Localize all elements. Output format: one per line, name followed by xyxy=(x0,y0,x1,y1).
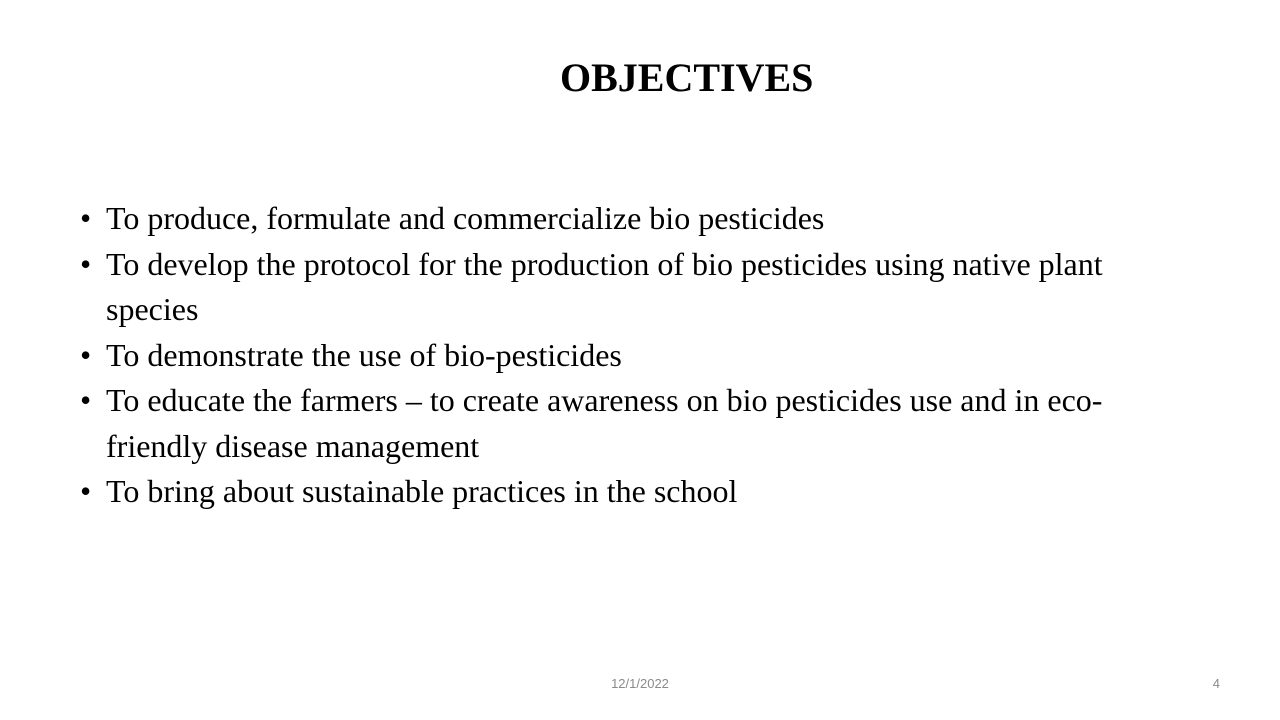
bullet-icon: • xyxy=(80,200,92,236)
objective-item-1 xyxy=(80,196,1200,242)
bullet-icon: • xyxy=(80,382,92,418)
objective-text: To bring about sustainable practices in the school xyxy=(106,473,738,509)
objectives-list xyxy=(80,196,1200,515)
objective-item-3 xyxy=(80,333,1200,379)
objective-text: To produce, formulate and commercialize bio pesticides xyxy=(106,200,825,236)
objective-text: To educate the farmers – to create awareness on bio pesticides use and in eco-friendly disease management xyxy=(106,382,1103,464)
bullet-icon: • xyxy=(80,336,92,373)
objective-text: To develop the protocol for the production of bio pesticides using native plant species xyxy=(106,245,1103,327)
bullet-icon: • xyxy=(80,473,92,509)
bullet-icon: • xyxy=(80,245,92,282)
slide-title: OBJECTIVES xyxy=(560,55,814,100)
footer-date: 12/1/2022 xyxy=(611,676,669,691)
slide-number: 4 xyxy=(1212,676,1220,691)
objective-item-2 xyxy=(80,242,1200,333)
objective-item-4 xyxy=(80,378,1200,469)
objective-text: To demonstrate the use of bio-pesticides xyxy=(106,336,622,373)
objective-item-5 xyxy=(80,469,1200,515)
